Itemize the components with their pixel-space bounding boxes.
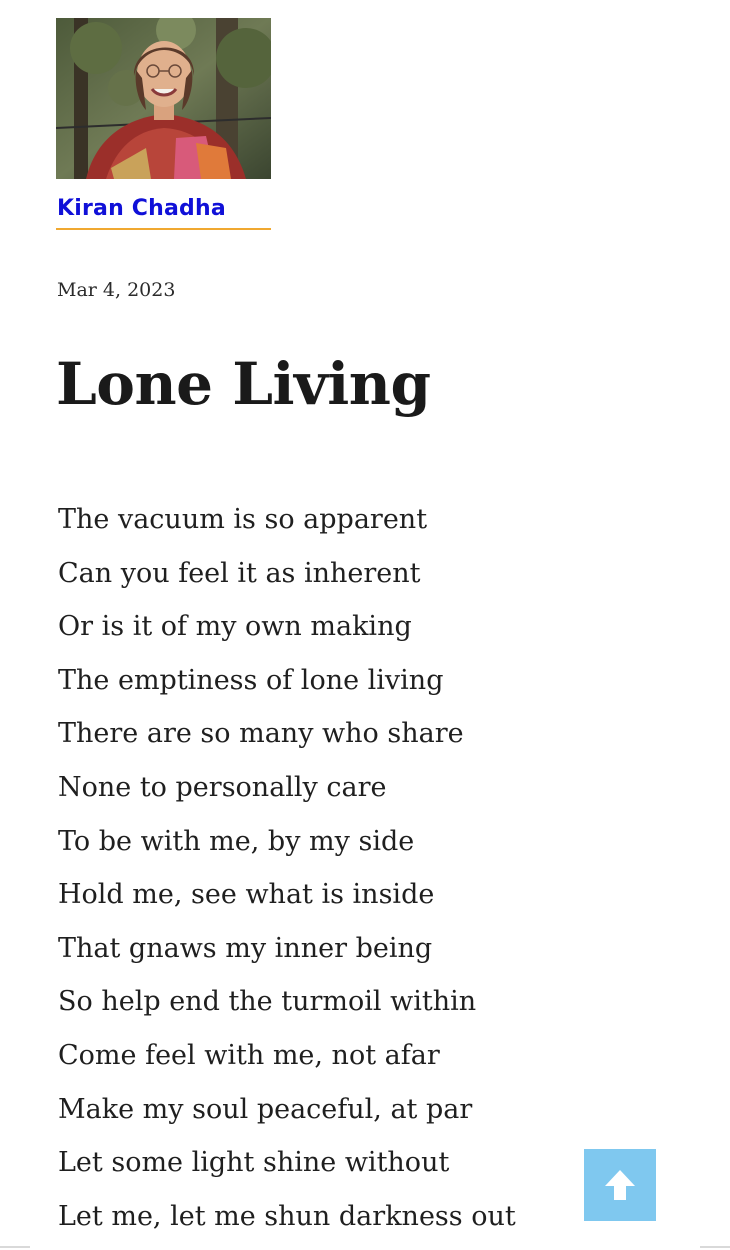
poem-line: The emptiness of lone living (58, 664, 444, 696)
poem-line: Can you feel it as inherent (58, 557, 421, 589)
author-photo[interactable] (56, 18, 271, 179)
back-to-top-button[interactable] (584, 1149, 656, 1221)
poem-line: Let me, let me shun darkness out (58, 1200, 516, 1232)
author-name-link[interactable]: Kiran Chadha (57, 196, 226, 221)
edge-divider-right (700, 1246, 730, 1248)
poem-body (58, 497, 516, 1247)
poem-line: There are so many who share (58, 718, 464, 750)
post-title: Lone Living (56, 350, 431, 418)
poem-line: To be with me, by my side (58, 825, 415, 857)
poem-line: Make my soul peaceful, at par (58, 1093, 473, 1125)
poem-line: Hold me, see what is inside (58, 879, 435, 911)
poem-line: The vacuum is so apparent (58, 504, 428, 535)
arrow-up-icon (603, 1168, 637, 1202)
poem-line: Let some light shine without (58, 1147, 450, 1179)
poem-line: That gnaws my inner being (58, 932, 433, 964)
edge-divider-left (0, 1246, 30, 1248)
post-date: Mar 4, 2023 (57, 279, 176, 301)
poem-line: Or is it of my own making (58, 611, 412, 643)
poem-line: Come feel with me, not afar (58, 1039, 440, 1071)
poem-line: So help end the turmoil within (58, 986, 477, 1018)
author-link-underline (56, 228, 271, 230)
poem-line: None to personally care (58, 771, 387, 803)
